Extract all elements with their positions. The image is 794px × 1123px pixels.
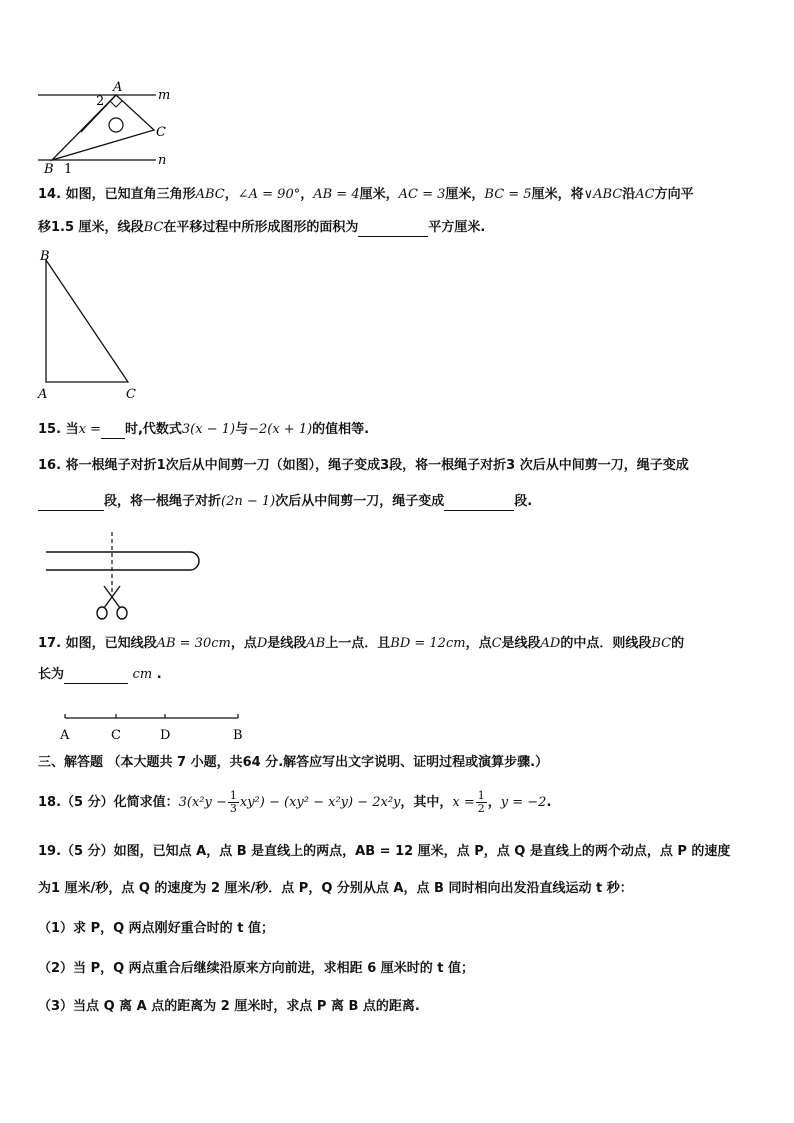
fig13-label-m: m <box>158 88 171 103</box>
answer-blank <box>358 222 428 237</box>
question-number: 19. <box>38 844 62 859</box>
q19-sub1: （1）求 P，Q 两点刚好重合时的 t 值； <box>38 921 274 936</box>
fig17-label-D: D <box>160 728 171 743</box>
fig13-label-2: 2 <box>96 94 105 109</box>
answer-blank <box>444 496 514 511</box>
fraction-one-third: $\frac{1}{3}$ <box>229 789 237 815</box>
fig17-label-C: C <box>111 728 121 743</box>
q18-line: 18.（5 分）化简求值：3(x²y − $\frac{1}{3}$ xy²) − (xy² − x²y) − 2x²y，其中，x = $\frac{1}{2}$ ，y = −2. <box>38 789 552 815</box>
q14-line1: 14. 如图，已知直角三角形ABC，∠A = 90°，AB = 4厘米，AC = 3厘米，BC = 5厘米，将∨ABC沿AC方向平 <box>38 187 694 202</box>
question-number: 16. <box>38 458 62 473</box>
fig13-label-A: A <box>113 80 123 95</box>
q19-sub2: （2）当 P，Q 两点重合后继续沿原来方向前进，求相距 6 厘米时的 t 值； <box>38 961 475 976</box>
q16-line1: 16. 将一根绳子对折1次后从中间剪一刀（如图），绳子变成3段，将一根绳子对折3 次后从中间剪一刀，绳子变成 <box>38 458 689 473</box>
fraction-one-half: $\frac{1}{2}$ <box>477 789 485 815</box>
q15-line: 15. 当x = 时,代数式3(x − 1)与−2(x + 1)的值相等. <box>38 422 370 437</box>
figure-right-triangle <box>36 248 146 402</box>
answer-blank <box>101 424 125 439</box>
figure-parallel-lines-triangle <box>36 80 186 176</box>
q19-line1: 19.（5 分）如图，已知点 A，点 B 是直线上的两点，AB = 12 厘米，点 P，点 Q 是直线上的两个动点，点 P 的速度 <box>38 844 731 859</box>
q14-line2: 移1.5 厘米，线段BC在平移过程中所形成图形的面积为 平方厘米. <box>38 220 486 235</box>
section-heading: 三、解答题 （本大题共 7 小题，共64 分.解答应写出文字说明、证明过程或演算步骤.） <box>38 755 549 770</box>
q17-line2: 长为 cm . <box>38 667 162 682</box>
fig14-label-C: C <box>126 387 136 402</box>
answer-blank <box>64 669 128 684</box>
question-number: 18. <box>38 795 62 810</box>
question-number: 15. <box>38 422 62 437</box>
fig13-label-C: C <box>156 125 166 140</box>
fig13-label-n: n <box>158 153 167 168</box>
question-number: 14. <box>38 187 62 202</box>
q19-line2: 为1 厘米/秒，点 Q 的速度为 2 厘米/秒．点 P，Q 分别从点 A，点 B 同时相向出发沿直线运动 t 秒： <box>38 881 633 896</box>
figure-segment-ab <box>54 708 254 744</box>
question-number: 17. <box>38 636 62 651</box>
fig14-label-A: A <box>38 387 48 402</box>
fig13-label-B: B <box>44 162 54 176</box>
q16-line2: 段，将一根绳子对折(2n − 1)次后从中间剪一刀，绳子变成 段. <box>38 493 532 511</box>
q14-text: 如图，已知直角三角形 <box>65 187 196 202</box>
fig13-label-1: 1 <box>64 162 73 176</box>
q17-line1: 17. 如图，已知线段AB = 30cm，点D是线段AB上一点．且BD = 12cm，点C是线段AD的中点．则线段BC的 <box>38 636 685 651</box>
fig17-label-B: B <box>233 728 243 743</box>
figure-folded-rope-scissors <box>40 530 210 622</box>
fig17-label-A: A <box>60 728 70 743</box>
answer-blank <box>38 496 104 511</box>
fig14-label-B: B <box>40 249 50 264</box>
q19-sub3: （3）当点 Q 离 A 点的距离为 2 厘米时，求点 P 离 B 点的距离. <box>38 999 420 1014</box>
